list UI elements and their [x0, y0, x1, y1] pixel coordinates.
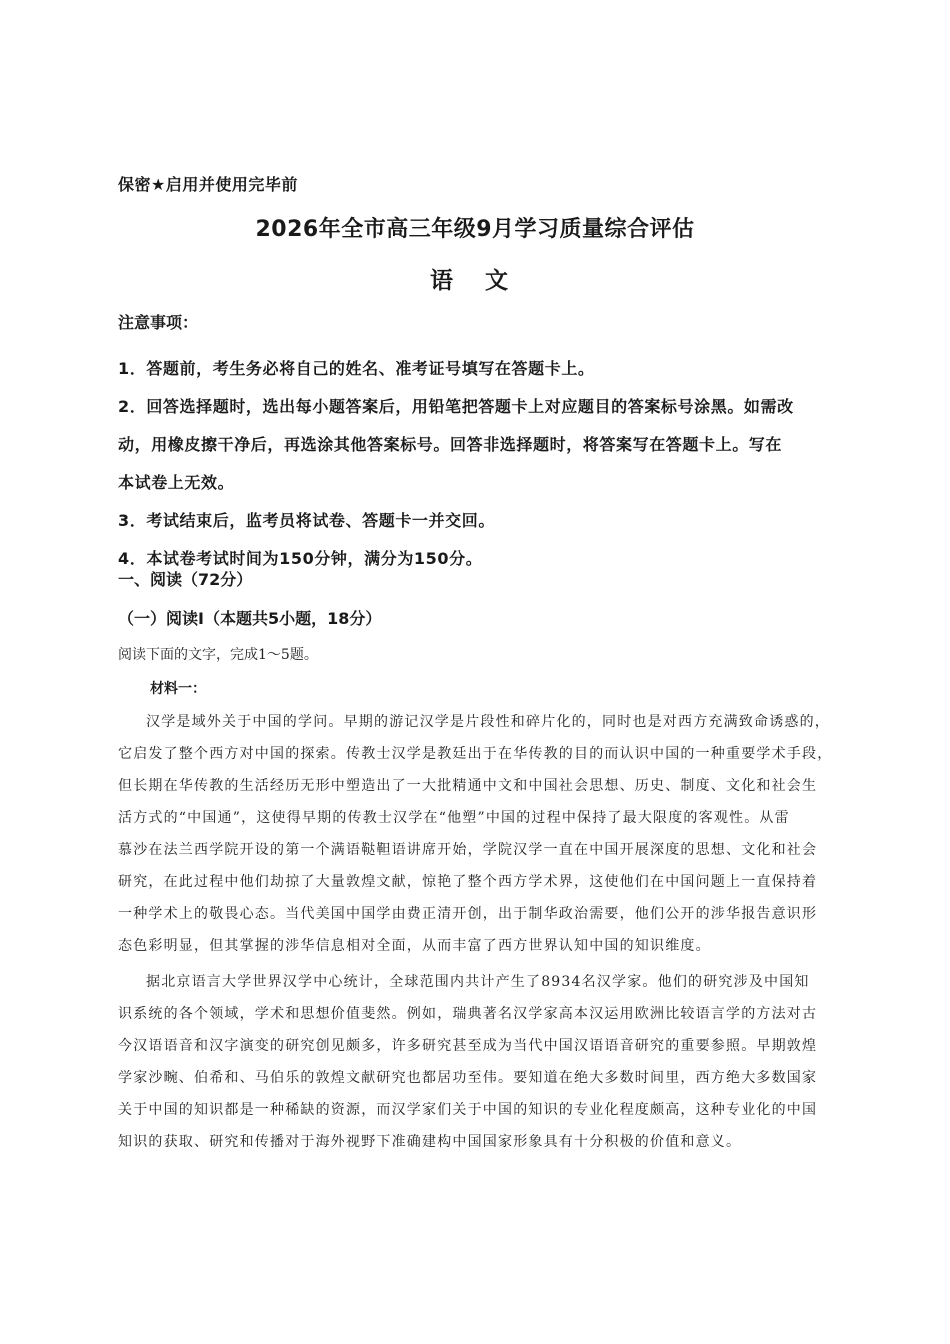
note-line: 4．本试卷考试时间为150分钟，满分为150分。	[118, 549, 483, 568]
passage-line: 关于中国的知识都是一种稀缺的资源，而汉学家们关于中国的知识的专业化程度颇高，这种专业化的中国	[118, 1102, 818, 1118]
passage-line: 它启发了整个西方对中国的探索。传教士汉学是教廷出于在华传教的目的而认识中国的一种重要学术手段，	[118, 746, 833, 762]
note-line: 本试卷上无效。	[118, 473, 235, 492]
passage-line: 据北京语言大学世界汉学中心统计，全球范围内共计产生了8934名汉学家。他们的研究涉及中国知	[146, 974, 810, 990]
subject-title: 语 文	[429, 268, 520, 294]
passage-line: 汉学是域外关于中国的学问。早期的游记汉学是片段性和碎片化的，同时也是对西方充满致命诱惑的，	[146, 714, 830, 730]
passage-line: 今汉语语音和汉字演变的研究创见颇多，许多研究甚至成为当代中国汉语语音研究的重要参照。早期敦煌	[118, 1038, 818, 1054]
passage-line: 一种学术上的敬畏心态。当代美国中国学由费正清开创，出于制华政治需要，他们公开的涉华报告意识形	[118, 906, 818, 922]
passage-line: 研究，在此过程中他们劫掠了大量敦煌文献，惊艳了整个西方学术界，这使他们在中国问题上一直保持着	[118, 874, 818, 890]
passage-text	[118, 706, 834, 1158]
exam-title: 2026年全市高三年级9月学习质量综合评估	[255, 217, 695, 242]
note-line: 动，用橡皮擦干净后，再选涂其他答案标号。回答非选择题时，将答案写在答题卡上。写在	[118, 435, 783, 454]
passage-line: 识系统的各个领域，学术和思想价值斐然。例如，瑞典著名汉学家高本汉运用欧洲比较语言学的方法对古	[118, 1006, 818, 1022]
note-line: 1．答题前，考生务必将自己的姓名、准考证号填写在答题卡上。	[118, 359, 595, 378]
reading-instruction: 阅读下面的文字，完成1～5题。	[118, 647, 318, 663]
subsection-title: （一）阅读Ⅰ（本题共5小题，18分）	[118, 609, 382, 628]
passage-line: 活方式的“中国通”，这使得早期的传教士汉学在“他塑”中国的过程中保持了最大限度的客观性。从雷	[118, 810, 790, 826]
passage-line: 知识的获取、研究和传播对于海外视野下准确建构中国国家形象具有十分积极的价值和意义。	[118, 1134, 742, 1150]
passage-line: 态色彩明显，但其掌握的涉华信息相对全面，从而丰富了西方世界认知中国的知识维度。	[118, 938, 711, 954]
passage-line: 但长期在华传教的生活经历无形中塑造出了一大批精通中文和中国社会思想、历史、制度、文化和社会生	[118, 778, 818, 794]
note-line: 3．考试结束后，监考员将试卷、答题卡一并交回。	[118, 511, 495, 530]
notes-block	[118, 312, 838, 578]
section-title: 一、阅读（72分）	[118, 570, 253, 589]
notes-heading: 注意事项：	[118, 313, 199, 332]
confidential-mark: 保密★启用并使用完毕前	[118, 175, 298, 194]
passage-line: 学家沙畹、伯希和、马伯乐的敦煌文献研究也都居功至伟。要知道在绝大多数时间里，西方绝大多数国家	[118, 1070, 818, 1086]
passage-line: 慕沙在法兰西学院开设的第一个满语鞑靼语讲席开始，学院汉学一直在中国开展深度的思想、文化和社会	[118, 842, 818, 858]
note-line: 2．回答选择题时，选出每小题答案后，用铅笔把答题卡上对应题目的答案标号涂黑。如需改	[118, 397, 794, 416]
material-label: 材料一：	[150, 681, 206, 697]
